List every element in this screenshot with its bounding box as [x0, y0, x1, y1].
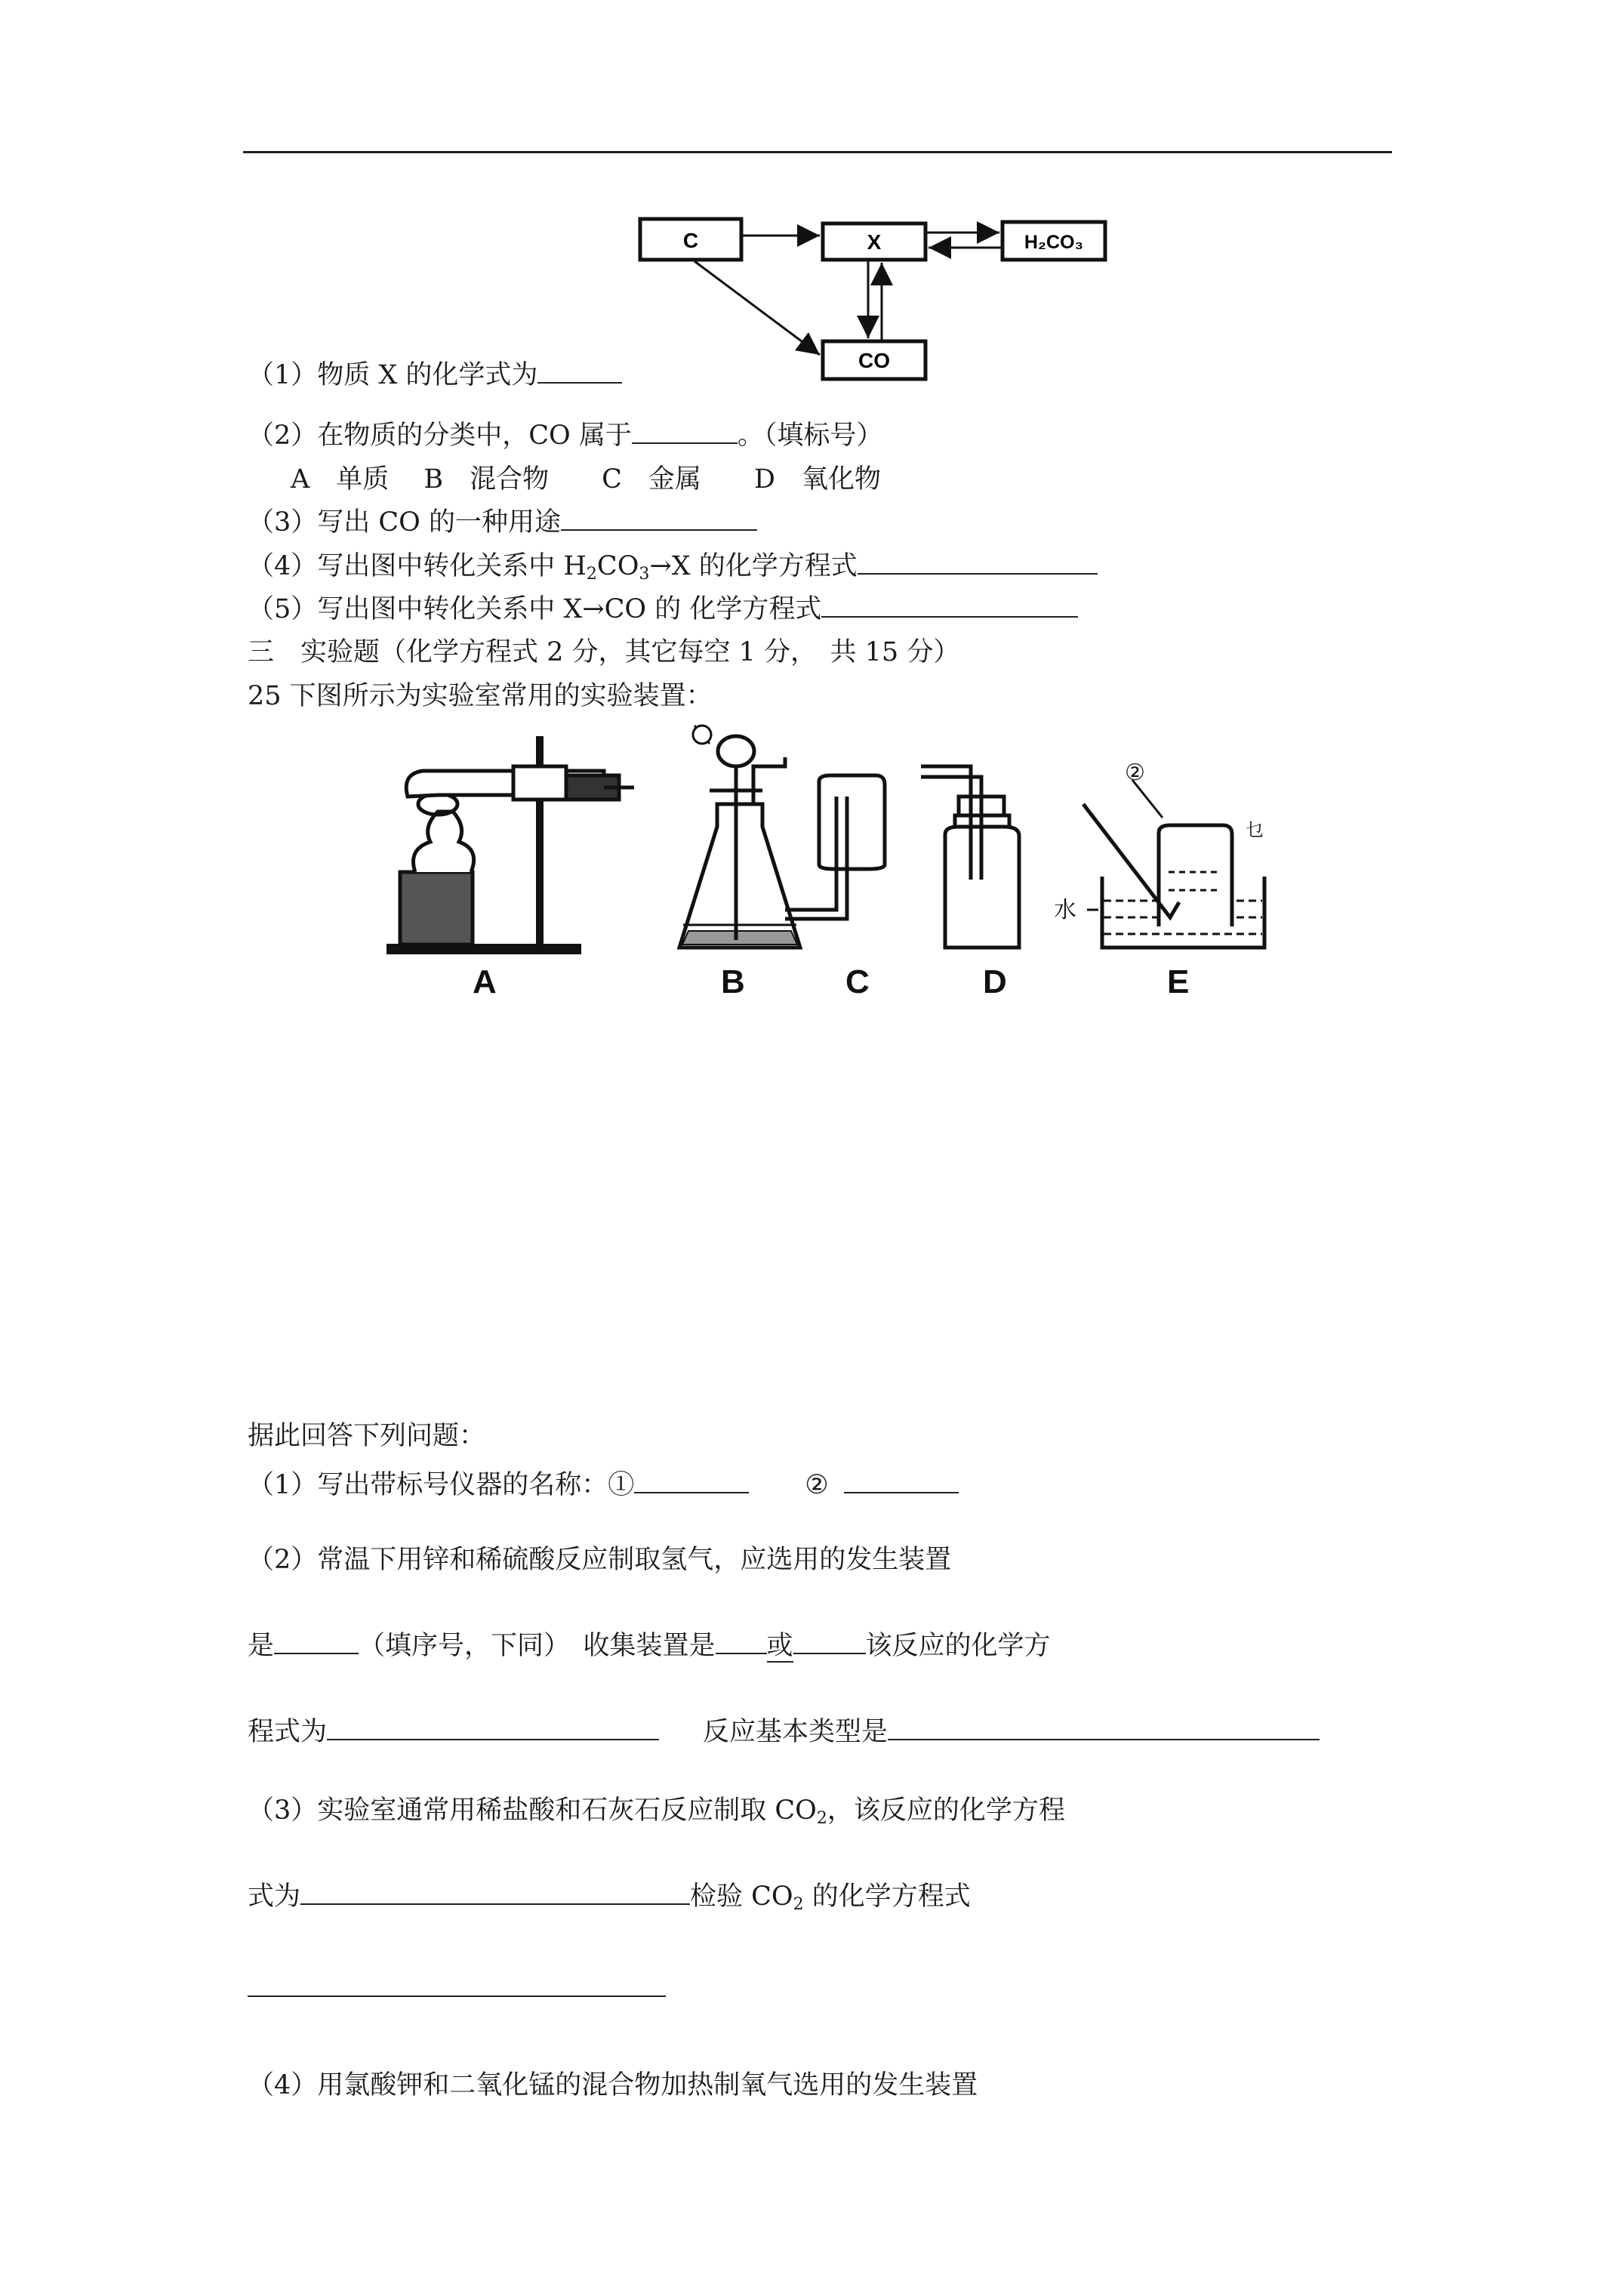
answer-blank[interactable] — [632, 420, 738, 444]
q25-line-2a: （2）常温下用锌和稀硫酸反应制取氢气，应选用的发生装置 — [248, 1545, 952, 1575]
box-co-label: CO — [858, 349, 890, 372]
label-a: A — [473, 963, 497, 1000]
q25-line-2b: 是 （填序号，下同） 收集装置是 或 该反应的化学方 — [248, 1631, 1051, 1661]
q25-line-3b: 式为 检验 $CO_2$ 的化学方程式 — [248, 1881, 971, 1914]
label-d: D — [983, 963, 1007, 1000]
box-x — [823, 223, 925, 260]
arrow-c-to-co — [694, 261, 820, 355]
answer-blank[interactable] — [634, 1469, 749, 1493]
label-c: C — [845, 963, 870, 1000]
answer-blank[interactable] — [793, 1630, 866, 1654]
apparatus-c — [785, 775, 885, 919]
box-co — [823, 341, 925, 379]
box-x-label: X — [867, 230, 882, 254]
conversion-diagram — [634, 211, 1117, 393]
answer-blank[interactable] — [821, 593, 1078, 618]
water-label: 水 — [1054, 897, 1076, 923]
q24-2-tail: 。（填标号） — [737, 421, 883, 451]
q25-intro: 据此回答下列问题： — [248, 1421, 486, 1451]
q24-5-text: （5）写出图中转化关系中 X→CO 的 化学方程式 — [248, 594, 822, 624]
q24-line-2 — [248, 419, 882, 452]
q24-line-1 — [248, 359, 622, 392]
header-rule — [243, 151, 1392, 153]
answer-blank[interactable] — [888, 1716, 1320, 1740]
box-h2co3 — [1002, 222, 1105, 260]
q24-2-text: （2）在物质的分类中，CO 属于 — [248, 421, 632, 451]
edge-char: 乜 — [1246, 819, 1264, 840]
answer-blank[interactable] — [858, 550, 1098, 575]
lab-apparatus-figure — [377, 721, 1283, 1008]
q24-line-5 — [248, 593, 1078, 626]
apparatus-d — [921, 766, 1019, 948]
q24-4-text: （4）写出图中转化关系中 H — [248, 551, 587, 581]
q25-line-2c: 程式为 反应基本类型是 — [248, 1715, 1320, 1749]
q24-line-3 — [248, 506, 757, 539]
box-h2co3-label: H₂CO₃ — [1024, 232, 1084, 253]
q24-3-text: （3）写出 CO 的一种用途 — [248, 507, 561, 538]
label-e: E — [1167, 963, 1190, 1000]
q24-options: A 单质 B 混合物 C 金属 D 氧化物 — [291, 464, 881, 495]
answer-blank[interactable] — [844, 1469, 959, 1493]
q25-heading: 25 下图所示为实验室常用的实验装置： — [248, 681, 713, 711]
q25-line-4: （4）用氯酸钾和二氧化锰的混合物加热制氧气选用的发生装置 — [248, 2070, 978, 2100]
apparatus-e — [1083, 780, 1264, 948]
answer-blank[interactable] — [327, 1716, 659, 1740]
answer-blank[interactable] — [716, 1630, 767, 1654]
answer-blank[interactable] — [537, 359, 622, 384]
answer-line-full[interactable] — [248, 1996, 666, 1997]
answer-blank[interactable] — [561, 507, 757, 531]
marker-2: ② — [1125, 760, 1145, 786]
answer-blank[interactable] — [274, 1630, 359, 1654]
q25-line-3a: （3）实验室通常用稀盐酸和石灰石反应制取 $CO_2$，该反应的化学方程 — [248, 1795, 1065, 1828]
box-c-label: C — [682, 229, 699, 252]
apparatus-b — [679, 726, 800, 948]
q24-line-4: （4）写出图中转化关系中 $H_2CO_3\to X$ 的化学方程式 — [248, 550, 1098, 591]
box-c — [640, 219, 741, 260]
q24-1-text: （1）物质 X 的化学式为 — [248, 360, 538, 390]
q25-line-1: （1）写出带标号仪器的名称：① ② — [248, 1469, 959, 1502]
answer-blank[interactable] — [300, 1881, 690, 1905]
apparatus-a — [387, 736, 634, 949]
label-b: B — [721, 963, 745, 1000]
section3-heading: 三 实验题（化学方程式 2 分，其它每空 1 分， 共 15 分） — [248, 637, 960, 667]
